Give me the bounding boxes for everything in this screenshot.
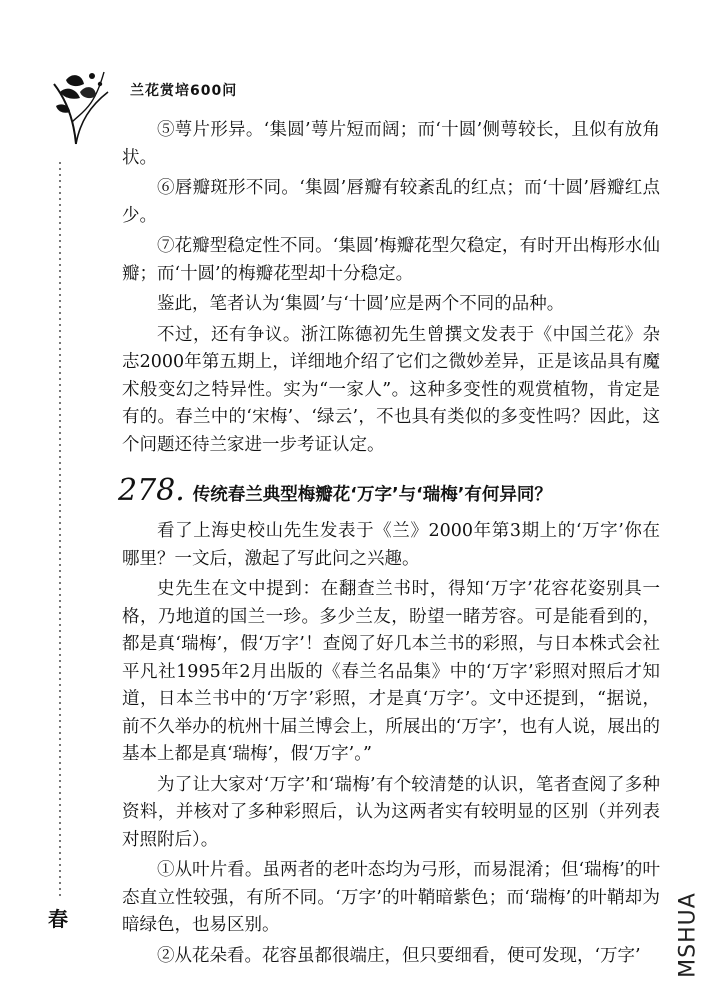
- running-header: 兰花赏培600问: [130, 83, 238, 99]
- margin-dotted-rule: [58, 160, 62, 900]
- watermark-text: MSHUA: [675, 892, 701, 978]
- paragraph: ⑤萼片形异。‘集圆’萼片短而阔；而‘十圆’侧萼较长，且似有放角状。: [122, 120, 660, 168]
- paragraph: ②从花朵看。花容虽都很端庄，但只要细看，便可发现，‘万字’: [157, 945, 641, 966]
- paragraph: 不过，还有争议。浙江陈德初先生曾撰文发表于《中国兰花》杂志2000年第五期上，详细地介绍了它们之微妙差异，正是该品具有魔术般变幻之特异性。实为“一家人”。这种多变性的观赏植物，肯定是有的。春兰中的‘宋梅’、‘绿云’，不也具有类似的多变性吗？因此，这个问题还待兰家进一步考证认定。: [122, 324, 660, 455]
- paragraph: ①从叶片看。虽两者的老叶态均为弓形，而易混淆；但‘瑞梅’的叶态直立性较强，有所不同。‘万字’的叶鞘暗紫色；而‘瑞梅’的叶鞘却为暗绿色，也易区别。: [122, 860, 660, 935]
- question-heading: [118, 473, 660, 508]
- watermark: [676, 880, 700, 990]
- question-number: 278.: [118, 473, 185, 508]
- paragraph: 为了让大家对‘万字’和‘瑞梅’有个较清楚的认识，笔者查阅了多种资料，并核对了多种彩照后，认为这两者实有较明显的区别（并列表对照附后）。: [122, 774, 660, 850]
- question-title: 传统春兰典型梅瓣花‘万字’与‘瑞梅’有何异同？: [192, 485, 552, 505]
- page-body: [118, 117, 660, 973]
- paragraph: 鉴此，笔者认为‘集圆’与‘十圆’应是两个不同的品种。: [157, 294, 565, 314]
- paragraph: ⑥唇瓣斑形不同。‘集圆’唇瓣有较紊乱的红点；而‘十圆’唇瓣红点少。: [122, 178, 660, 226]
- paragraph: 看了上海史校山先生发表于《兰》2000年第3期上的‘万字’你在哪里？一文后，激起了写此问之兴趣。: [122, 521, 660, 569]
- margin-section-label: 春: [48, 907, 68, 931]
- paragraph: ⑦花瓣型稳定性不同。‘集圆’梅瓣花型欠稳定，有时开出梅形水仙瓣；而‘十圆’的梅瓣花型却十分稳定。: [122, 236, 660, 284]
- orchid-sprig-icon: [46, 62, 112, 146]
- paragraph: 史先生在文中提到：在翻查兰书时，得知‘万字’花容花姿别具一格，乃地道的国兰一珍。多少兰友，盼望一睹芳容。可是能看到的，都是真‘瑞梅’，假‘万字’！查阅了好几本兰书的彩照，与日本株式会社平凡社1995年2月出版的《春兰名品集》中的‘万字’彩照对照后才知道，日本兰书中的‘万字’彩照，才是真‘万字’。文中还提到，“据说，前不久举办的杭州十届兰博会上，所展出的‘万字’，也有人说，展出的基本上都是真‘瑞梅’，假‘万字’。”: [122, 579, 660, 764]
